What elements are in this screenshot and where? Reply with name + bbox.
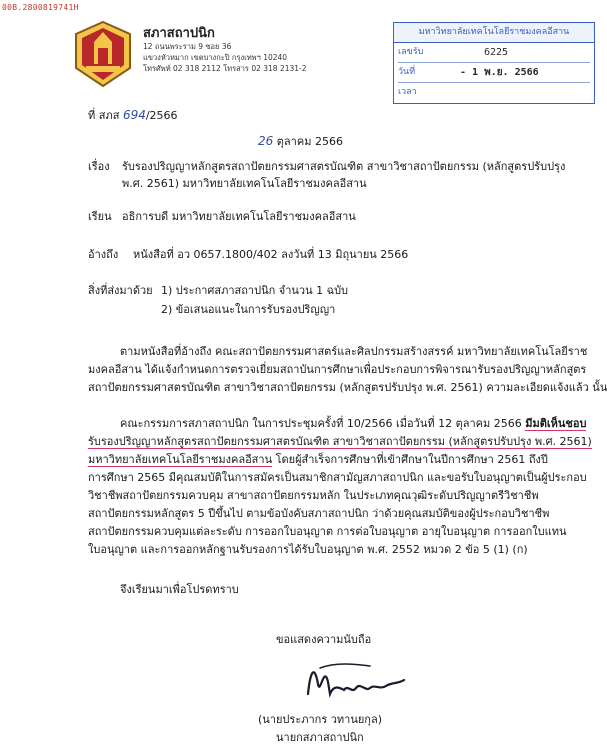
enclosures-label: สิ่งที่ส่งมาด้วย — [88, 284, 153, 297]
body-paragraph-1-line: สถาปัตยกรรมศาสตรบัณฑิต สาขาวิชาสถาปัตยกรรม (หลักสูตรปรับปรุง พ.ศ. 2561) ความละเอียดแจ้งแล้ว นั้น — [88, 381, 607, 394]
body-paragraph-2-line — [88, 434, 592, 449]
body-paragraph-2-line: ใบอนุญาต และการออกหลักฐานรับรองการได้รับใบอนุญาต พ.ศ. 2552 หมวด 2 ข้อ 5 (1) (ก) — [88, 543, 528, 556]
date-day-handwritten: 26 — [258, 134, 274, 148]
signature-image — [300, 654, 410, 706]
receipt-number-label: เลขรับ — [398, 47, 424, 57]
council-logo — [72, 20, 134, 88]
enclosure-item: 1) ประกาศสภาสถาปนิก จำนวน 1 ฉบับ — [161, 284, 349, 297]
body-paragraph-2-line: การศึกษา 2565 มีคุณสมบัติในการสมัครเป็นสมาชิกสามัญสภาสถาปนิก และขอรับใบอนุญาตเป็นผู้ประกอบ — [88, 471, 587, 484]
receipt-header: มหาวิทยาลัยเทคโนโลยีราชมงคลอีสาน — [394, 23, 594, 43]
org-phone: โทรศัพท์ 02 318 2112 โทรสาร 02 318 2131-2 — [143, 64, 307, 73]
document-number-handwritten: 694 — [122, 108, 146, 122]
receipt-date-label: วันที่ — [398, 67, 416, 77]
recipient-text: อธิการบดี มหาวิทยาลัยเทคโนโลยีราชมงคลอีสาน — [122, 210, 356, 223]
document-number-suffix: /2566 — [145, 109, 178, 122]
signer-name: (นายประภากร วทานยกุล) — [258, 713, 382, 726]
recipient-label: เรียน — [88, 210, 112, 223]
receipt-time-row — [398, 83, 590, 102]
enclosure-item: 2) ข้อเสนอแนะในการรับรองปริญญา — [161, 303, 336, 316]
approved-degree-text: รับรองปริญญาหลักสูตรสถาปัตยกรรมศาสตรบัณฑิต สาขาวิชาสถาปัตยกรรม (หลักสูตรปรับปรุง พ.ศ. 2561) — [88, 435, 592, 448]
university-name: มหาวิทยาลัยเทคโนโลยีราชมงคลอีสาน — [88, 453, 273, 466]
receipt-number-row — [398, 43, 590, 63]
subject-line2: พ.ศ. 2561) มหาวิทยาลัยเทคโนโลยีราชมงคลอีสาน — [122, 177, 367, 190]
document-code-stamp: 00B.2800819741H — [2, 3, 79, 12]
body-paragraph-2-line — [120, 416, 586, 431]
regards-text: ขอแสดงความนับถือ — [276, 633, 372, 646]
document-number — [88, 108, 178, 123]
subject-line1: รับรองปริญญาหลักสูตรสถาปัตยกรรมศาสตรบัณฑิต สาขาวิชาสถาปัตยกรรม (หลักสูตรปรับปรุง — [122, 160, 566, 173]
signer-title: นายกสภาสถาปนิก — [276, 731, 364, 744]
body-paragraph-1-line: ตามหนังสือที่อ้างถึง คณะสถาปัตยกรรมศาสตร์และศิลปกรรมสร้างสรรค์ มหาวิทยาลัยเทคโนโลยีราช — [120, 345, 588, 358]
resolution-intro: คณะกรรมการสภาสถาปนิก ในการประชุมครั้งที่ 10/2566 เมื่อวันที่ 12 ตุลาคม 2566 — [120, 417, 526, 430]
receipt-date-value: - 1 พ.ย. 2566 — [460, 67, 539, 78]
reference-label: อ้างถึง — [88, 248, 119, 261]
body-paragraph-2-line — [88, 452, 548, 467]
closing-text: จึงเรียนมาเพื่อโปรดทราบ — [120, 583, 239, 596]
resolution-approved: มีมติเห็นชอบ — [525, 417, 587, 430]
org-address-line1: 12 ถนนพระราม 9 ซอย 36 — [143, 42, 232, 51]
subject-label: เรื่อง — [88, 160, 110, 173]
org-address-line2: แขวงหัวหมาก เขตบางกะปิ กรุงเทพฯ 10240 — [143, 53, 288, 62]
receipt-number-value: 6225 — [484, 47, 509, 58]
org-name: สภาสถาปนิก — [143, 26, 215, 41]
body-paragraph-2-line: วิชาชีพสถาปัตยกรรมควบคุม สาขาสถาปัตยกรรมหลัก ในประเภทคุณวุฒิระดับปริญญาตรีวิชาชีพ — [88, 489, 539, 502]
body-paragraph-1-line: มงคลอีสาน ได้แจ้งกำหนดการตรวจเยี่ยมสถาบันการศึกษาเพื่อประกอบการพิจารณารับรองปริญญาหลักสูตร — [88, 363, 587, 376]
reference-text: หนังสือที่ อว 0657.1800/402 ลงวันที่ 13 มิถุนายน 2566 — [133, 248, 409, 261]
graduation-scope: โดยผู้สำเร็จการศึกษาที่เข้าศึกษาในปีการศึกษา 2561 ถึงปี — [272, 453, 548, 466]
document-date — [258, 134, 343, 149]
receipt-time-label: เวลา — [398, 87, 417, 97]
receipt-stamp — [393, 22, 595, 104]
body-paragraph-2-line: สถาปัตยกรรมหลักสูตร 5 ปีขึ้นไป ตามข้อบังคับสภาสถาปนิก ว่าด้วยคุณสมบัติของผู้ประกอบวิชาชีพ — [88, 507, 550, 520]
date-month-year: ตุลาคม 2566 — [276, 135, 343, 148]
receipt-date-row — [398, 63, 590, 83]
body-paragraph-2-line: สถาปัตยกรรมควบคุมแต่ละระดับ การออกใบอนุญาต การต่อใบอนุญาต อายุใบอนุญาต การออกใบแทน — [88, 525, 567, 538]
document-number-prefix: ที่ สภส — [88, 109, 120, 122]
